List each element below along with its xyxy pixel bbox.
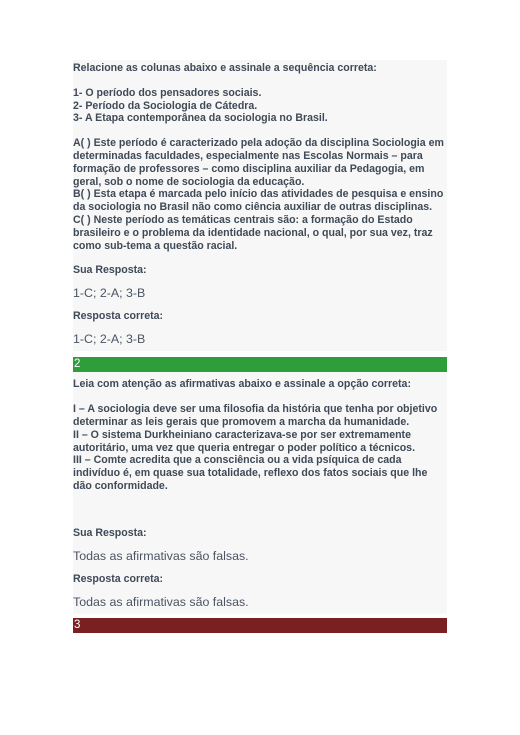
your-answer-value: 1-C; 2-A; 3-B bbox=[73, 286, 146, 301]
question-1-option-line: determinadas faculdades, especialmente nas Escolas Normais – para bbox=[73, 149, 423, 162]
question-2-statement-line: indivíduo é, em quase sua totalidade, reflexo dos fatos sociais que lhe bbox=[73, 467, 428, 480]
quiz-review-page bbox=[73, 60, 447, 633]
question-1-option-line: brasileiro e o problema da identidade nacional, o qual, por sua vez, traz bbox=[73, 226, 433, 239]
question-3-header-bar bbox=[73, 618, 447, 633]
question-1-option-line: geral, sob o nome de sociologia da educação. bbox=[73, 175, 305, 188]
question-2-statements bbox=[73, 403, 447, 493]
question-1-option-line: A( ) Este período é caracterizado pela adoção da disciplina Sociologia em bbox=[73, 137, 444, 150]
question-1-item: 2- Período da Sociologia de Cátedra. bbox=[73, 99, 258, 112]
question-2-instruction: Leia com atenção as afirmativas abaixo e assinale a opção correta: bbox=[73, 378, 411, 391]
question-2-statement-line: III – Comte acredita que a consciência ou a vida psíquica de cada bbox=[73, 454, 402, 467]
question-2-statement-line: dão conformidade. bbox=[73, 479, 168, 492]
question-1-option-line: B( ) Esta etapa é marcada pelo início das atividades de pesquisa e ensino bbox=[73, 188, 444, 201]
correct-answer-label: Resposta correta: bbox=[73, 310, 164, 323]
question-1-block bbox=[73, 60, 447, 351]
question-2-statement-line: autoritário, uma vez que queria entregar o poder político a técnicos. bbox=[73, 441, 416, 454]
question-1-instruction: Relacione as colunas abaixo e assinale a sequência correta: bbox=[73, 62, 377, 74]
question-1-option-line: C( ) Neste período as temáticas centrais são: a formação do Estado bbox=[73, 213, 413, 226]
question-1-options bbox=[73, 137, 447, 252]
question-1-option-line: formação de professores – como disciplina auxiliar da Pedagogia, em bbox=[73, 162, 425, 175]
correct-answer-value: Todas as afirmativas são falsas. bbox=[73, 594, 249, 609]
question-2-block bbox=[73, 372, 447, 613]
question-2-header-bar bbox=[73, 357, 447, 372]
question-2-statement-line: I – A sociologia deve ser uma filosofia da história que tenha por objetivo bbox=[73, 403, 438, 416]
question-2-number: 2 bbox=[74, 358, 81, 371]
question-1-items bbox=[73, 87, 447, 125]
correct-answer-label: Resposta correta: bbox=[73, 572, 164, 585]
correct-answer-value: 1-C; 2-A; 3-B bbox=[73, 332, 146, 347]
your-answer-value: Todas as afirmativas são falsas. bbox=[73, 548, 249, 563]
question-2-statement-line: II – O sistema Durkheiniano caracterizava-se por ser extremamente bbox=[73, 428, 411, 441]
question-3-number: 3 bbox=[74, 618, 81, 631]
your-answer-label: Sua Resposta: bbox=[73, 264, 147, 277]
question-1-item: 3- A Etapa contemporânea da sociologia no Brasil. bbox=[73, 112, 328, 125]
your-answer-label: Sua Resposta: bbox=[73, 526, 147, 539]
question-2-statement-line: determinar as leis gerais que promovem a marcha da humanidade. bbox=[73, 415, 410, 428]
question-1-item: 1- O período dos pensadores sociais. bbox=[73, 86, 262, 99]
question-1-option-line: da sociologia no Brasil não como ciência auxiliar de outras disciplinas. bbox=[73, 201, 433, 214]
question-1-option-line: como sub-tema a questão racial. bbox=[73, 239, 238, 252]
